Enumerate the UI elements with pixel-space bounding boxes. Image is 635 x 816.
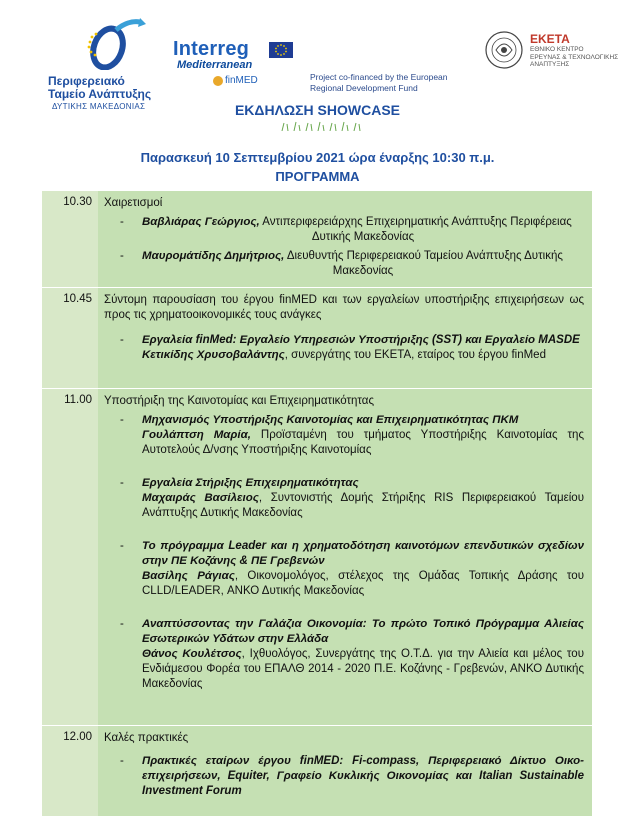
eketa-sub-1: ΕΘΝΙΚΟ ΚΕΝΤΡΟ <box>530 46 584 53</box>
speaker-name: Βαβλιάρας Γεώργιος, <box>142 216 260 228</box>
speaker-desc: , Ιχθυολόγος, Συνεργάτης της Ο.Τ.Δ. για την Αλιεία και μέλος του Ενδιάμεσου Φορέα του ΕΠΑΛΘ 2014 - 2020 Π.Ε. Κοζάνης - Γρεβενών, ΑΝΚΟ Δυτικής Μακεδονίας <box>142 648 584 690</box>
speaker-item <box>120 476 584 521</box>
eketa-seal-icon <box>484 30 524 70</box>
speaker-desc: Αντιπεριφερειάρχης Επιχειρηματικής Ανάπτυξης Περιφέρειας <box>259 216 572 228</box>
speaker-text <box>142 333 584 363</box>
speaker-desc: , Συντονιστής Δομής Στήριξης RIS Περιφερειακού Ταμείου Ανάπτυξης Δυτικής Μακεδονίας <box>142 492 584 519</box>
fund-line-2: Ταμείο Ανάπτυξης <box>48 87 152 101</box>
fund-swoosh-icon <box>86 18 146 70</box>
talk-title: Αναπτύσσοντας την Γαλάζια Οικονομία: Το πρώτο Τοπικό Πρόγραμμα Αλιείας Εσωτερικών Υδάτων στην Ελλάδα <box>142 618 584 645</box>
speaker-text <box>142 413 584 458</box>
talk-title: Εργαλεία Στήριξης Επιχειρηματικότητας <box>142 477 359 489</box>
talk-title: Μηχανισμός Υποστήριξης Καινοτομίας και Επιχειρηματικότητας ΠΚΜ <box>142 414 519 426</box>
session-time: 10.45 <box>42 288 98 388</box>
speaker-name: Θάνος Κουλέτσος <box>142 648 242 660</box>
session-content <box>98 191 592 287</box>
bullet-dash: - <box>120 755 124 767</box>
bullet-dash: - <box>120 334 124 346</box>
speaker-text <box>142 539 584 599</box>
session-title: Χαιρετισμοί <box>104 197 163 209</box>
speaker-desc-cont: Δυτικής Μακεδονίας <box>311 231 415 243</box>
talk-title: Εργαλεία finMed: Εργαλείο Υπηρεσιών Υποστήριξης (SST) και Εργαλείο MASDE <box>142 334 580 346</box>
session-content <box>98 726 592 816</box>
cofinance-note <box>310 72 448 94</box>
speaker-text <box>142 476 584 521</box>
talk-title: Το πρόγραμμα Leader και η χρηματοδότηση καινοτόμων επενδυτικών σχεδίων στην ΠΕ Κοζάνης & ΠΕ Γρεβενών <box>142 540 584 567</box>
speaker-desc: , Οικονομολόγος, στέλεχος της Ομάδας Τοπικής Δράσης του CLLD/LEADER, ΑΝΚΟ Δυτικής Μακεδονίας <box>142 570 584 597</box>
speaker-desc: Προϊσταμένη του τμήματος Υποστήριξης Καινοτομίας της Αυτοτελούς Δ/νσης Υποστήριξης Καινοτομίας <box>142 429 584 456</box>
program-row <box>42 190 592 287</box>
speaker-text <box>142 249 584 279</box>
session-time: 10.30 <box>42 191 98 287</box>
eketa-name: ΕΚΕΤΑ <box>530 32 570 46</box>
speaker-desc: Διευθυντής Περιφερειακού Ταμείου Ανάπτυξης Δυτικής <box>284 250 563 262</box>
session-title: Σύντομη παρουσίαση του έργου finMED και των εργαλείων υποστήριξης επιχειρήσεων ως προς τις χρηματοοικονομικές τους ανάγκες <box>104 294 584 321</box>
speaker-name: Γουλάπτση Μαρία, <box>142 429 251 441</box>
speaker-item <box>120 333 584 363</box>
speaker-text <box>142 617 584 692</box>
program-row <box>42 725 592 816</box>
program-row <box>42 287 592 388</box>
speaker-text <box>142 215 584 245</box>
finmed-dot-icon <box>213 76 223 86</box>
talk-title: Πρακτικές εταίρων έργου finMED: Fi-compass, Περιφερειακό Δίκτυο Οικο-επιχειρήσεων, Equiter, Γραφείο Κυκλικής Οικονομίας και Italian Sustainable Investment Forum <box>142 755 584 797</box>
speaker-text <box>142 754 584 799</box>
speaker-desc: , συνεργάτης του ΕΚΕΤΑ, εταίρος του έργου finMed <box>284 349 546 361</box>
speaker-item <box>120 617 584 692</box>
bullet-dash: - <box>120 618 124 630</box>
mediterranean-wordmark: Mediterranean <box>177 59 253 71</box>
speaker-item <box>120 754 584 799</box>
speaker-name: Βασίλης Ράγιας <box>142 570 235 582</box>
interreg-wordmark: Interreg <box>173 38 250 60</box>
bullet-dash: - <box>120 414 124 426</box>
program-row <box>42 388 592 725</box>
session-time: 11.00 <box>42 389 98 725</box>
finmed-wordmark: finMED <box>225 75 258 86</box>
fund-line-3: ΔΥΤΙΚΗΣ ΜΑΚΕΔΟΝΙΑΣ <box>52 102 146 111</box>
cofinance-line-1: Project co-financed by the European <box>310 72 448 82</box>
event-date: Παρασκευή 10 Σεπτεμβρίου 2021 ώρα έναρξης 10:30 π.μ. <box>140 150 495 165</box>
interreg-logo <box>173 38 258 86</box>
session-title: Καλές πρακτικές <box>104 732 189 744</box>
speaker-item <box>120 215 584 245</box>
speaker-name: Μαχαιράς Βασίλειος <box>142 492 259 504</box>
regional-fund-logo <box>38 18 158 111</box>
speaker-desc-cont: Μακεδονίας <box>332 265 394 277</box>
eu-flag-icon <box>269 42 293 58</box>
bullet-dash: - <box>120 477 124 489</box>
eketa-subtitle <box>530 46 618 69</box>
speaker-item <box>120 539 584 599</box>
session-title: Υποστήριξη της Καινοτομίας και Επιχειρηματικότητας <box>104 395 374 407</box>
program-table <box>42 190 592 816</box>
program-heading: ΠΡΟΓΡΑΜΜΑ <box>275 169 360 184</box>
session-content <box>98 389 592 725</box>
bullet-dash: - <box>120 540 124 552</box>
speaker-name: Μαυρομάτίδης Δημήτριος, <box>142 250 285 262</box>
eketa-sub-3: ΑΝΑΠΤΥΞΗΣ <box>530 61 570 68</box>
page-title: ΕΚΔΗΛΩΣΗ SHOWCASE <box>234 102 401 118</box>
session-content <box>98 288 592 388</box>
speaker-name: Κετικίδης Χρυσοβαλάντης <box>142 349 285 361</box>
bullet-dash: - <box>120 250 124 262</box>
speaker-item <box>120 413 584 458</box>
speaker-item <box>120 249 584 279</box>
eketa-sub-2: ΕΡΕΥΝΑΣ & ΤΕΧΝΟΛΟΓΙΚΗΣ <box>530 53 619 61</box>
bullet-dash: - <box>120 216 124 228</box>
grass-decoration-icon <box>280 121 362 131</box>
session-time: 12.00 <box>42 726 98 816</box>
fund-line-1: Περιφερειακό <box>48 74 125 88</box>
cofinance-line-2: Regional Development Fund <box>310 83 418 93</box>
